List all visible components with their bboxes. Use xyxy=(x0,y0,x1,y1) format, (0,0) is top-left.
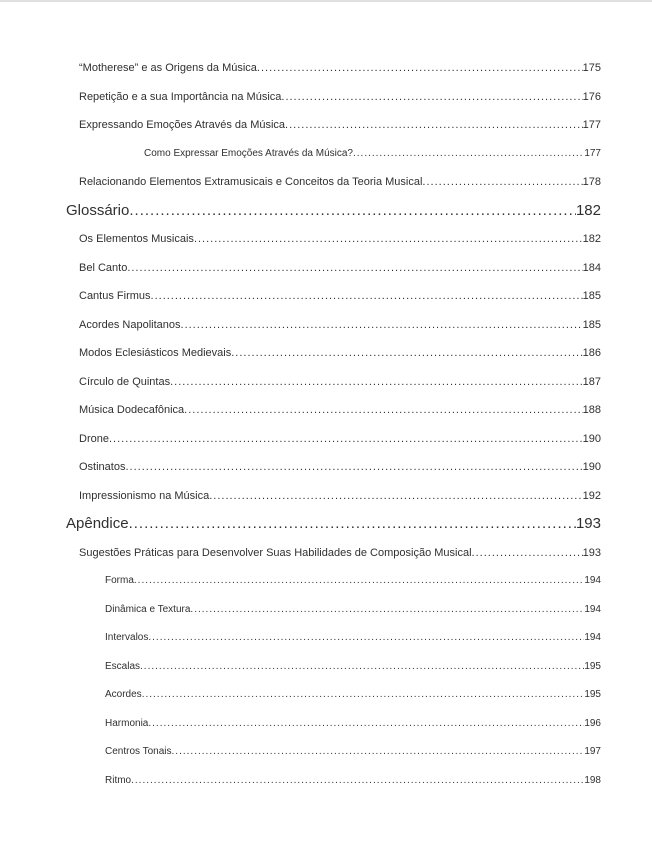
toc-entry[interactable] xyxy=(0,225,601,254)
toc-entry[interactable] xyxy=(0,140,601,169)
toc-dot-leader xyxy=(422,168,582,197)
toc-entry-label: Expressando Emoções Através da Música xyxy=(79,119,286,131)
toc-entry-page: 175 xyxy=(582,62,601,74)
toc-entry[interactable] xyxy=(0,311,601,340)
toc-entry-label: Cantus Firmus xyxy=(79,290,151,302)
toc-entry-page: 184 xyxy=(582,261,601,274)
toc-entry[interactable] xyxy=(0,653,601,682)
toc-entry-label: Música Dodecafônica xyxy=(79,404,185,416)
toc-entry[interactable] xyxy=(0,567,601,596)
toc-entry-label: Círculo de Quintas xyxy=(79,375,171,388)
toc-entry-label: Intervalos xyxy=(105,632,149,643)
toc-entry[interactable] xyxy=(0,282,601,311)
toc-dot-leader xyxy=(257,54,583,83)
toc-entry-label: Relacionando Elementos Extramusicais e Conceitos da Teoria Musical xyxy=(79,176,423,188)
toc-dot-leader xyxy=(172,738,585,767)
toc-dot-leader xyxy=(142,681,585,710)
toc-dot-leader xyxy=(231,339,582,368)
toc-entry-label: “Motherese” e as Origens da Música xyxy=(79,62,257,74)
toc-entry-page: 194 xyxy=(584,575,601,586)
toc-entry-page: 182 xyxy=(582,233,601,245)
toc-entry[interactable] xyxy=(0,368,601,397)
toc-entry-page: 187 xyxy=(582,375,601,388)
toc-entry-label: Impressionismo na Música xyxy=(79,489,210,502)
toc-entry-page: 182 xyxy=(575,201,601,219)
toc-entry[interactable] xyxy=(0,111,601,140)
toc-dot-leader xyxy=(134,567,584,596)
toc-entry-label: Drone xyxy=(79,432,109,445)
toc-dot-leader xyxy=(148,710,584,739)
toc-dot-leader xyxy=(129,197,576,226)
toc-entry[interactable] xyxy=(0,339,601,368)
toc-entry-page: 195 xyxy=(584,689,601,700)
toc-dot-leader xyxy=(209,482,582,511)
toc-entry-page: 186 xyxy=(582,347,601,359)
toc-entry-page: 194 xyxy=(584,603,601,615)
toc-entry-page: 193 xyxy=(575,515,601,532)
toc-entry-label: Harmonia xyxy=(105,717,149,729)
toc-dot-leader xyxy=(131,767,584,796)
toc-dot-leader xyxy=(129,510,576,539)
toc-dot-leader xyxy=(285,111,583,140)
toc-entry-label: Forma xyxy=(105,575,134,586)
toc-dot-leader xyxy=(184,396,582,425)
toc-entry-label: Como Expressar Emoções Através da Música? xyxy=(144,147,353,159)
toc-entry-label: Modos Eclesiásticos Medievais xyxy=(79,347,232,359)
toc-entry[interactable] xyxy=(0,254,601,283)
toc-dot-leader xyxy=(148,624,584,653)
toc-entry-label: Ostinatos xyxy=(79,461,126,473)
toc-entry-label: Centros Tonais xyxy=(105,746,172,757)
toc-dot-leader xyxy=(170,368,583,397)
toc-entry-label: Acordes xyxy=(105,689,142,700)
toc-entry[interactable] xyxy=(0,453,601,482)
toc-dot-leader xyxy=(127,254,582,283)
toc-entry-page: 195 xyxy=(584,660,601,672)
toc-entry[interactable] xyxy=(0,539,601,568)
toc-entry[interactable] xyxy=(0,681,601,710)
toc-dot-leader xyxy=(109,425,583,454)
toc-entry[interactable] xyxy=(0,510,601,539)
toc-entry[interactable] xyxy=(0,710,601,739)
toc-entry-label: Acordes Napolitanos xyxy=(79,318,181,331)
toc-dot-leader xyxy=(281,83,582,112)
toc-entry[interactable] xyxy=(0,738,601,767)
toc-entry[interactable] xyxy=(0,396,601,425)
toc-entry[interactable] xyxy=(0,596,601,625)
toc-entry[interactable] xyxy=(0,168,601,197)
toc-dot-leader xyxy=(181,311,583,340)
toc-dot-leader xyxy=(353,140,584,169)
toc-entry-label: Glossário xyxy=(66,201,130,219)
toc-entry-label: Ritmo xyxy=(105,774,132,786)
toc-entry-page: 194 xyxy=(584,632,601,643)
toc-entry-page: 178 xyxy=(582,176,601,188)
toc-entry-page: 192 xyxy=(582,489,601,502)
toc-entry[interactable] xyxy=(0,54,601,83)
toc-dot-leader xyxy=(140,653,584,682)
toc-entry-label: Os Elementos Musicais xyxy=(79,233,194,245)
toc-entry[interactable] xyxy=(0,197,601,226)
toc-entry-page: 177 xyxy=(584,147,601,159)
toc-dot-leader xyxy=(125,453,582,482)
toc-entry[interactable] xyxy=(0,767,601,796)
toc-entry-page: 190 xyxy=(582,461,601,473)
toc-entry[interactable] xyxy=(0,425,601,454)
toc-entry-page: 197 xyxy=(584,746,601,757)
toc-dot-leader xyxy=(472,539,583,568)
toc-dot-leader xyxy=(194,225,583,254)
toc-entry-page: 196 xyxy=(584,717,601,729)
toc-entry-page: 177 xyxy=(582,119,601,131)
toc-dot-leader xyxy=(151,282,583,311)
toc-entry-label: Bel Canto xyxy=(79,261,128,274)
toc-entry-page: 198 xyxy=(584,774,601,786)
toc-entry-label: Sugestões Práticas para Desenvolver Suas Habilidades de Composição Musical xyxy=(79,546,472,559)
toc-entry-page: 185 xyxy=(582,290,601,302)
toc-entry-page: 176 xyxy=(582,90,601,103)
toc-entry-page: 190 xyxy=(582,432,601,445)
toc-entry-label: Repetição e a sua Importância na Música xyxy=(79,90,282,103)
toc-entry-label: Dinâmica e Textura xyxy=(105,603,191,615)
toc-entry[interactable] xyxy=(0,482,601,511)
toc-dot-leader xyxy=(190,596,584,625)
toc-entry-page: 188 xyxy=(582,404,601,416)
toc-entry[interactable] xyxy=(0,624,601,653)
toc-entry-page: 185 xyxy=(582,318,601,331)
table-of-contents xyxy=(0,2,652,795)
toc-entry-label: Apêndice xyxy=(66,515,129,532)
toc-entry-label: Escalas xyxy=(105,660,141,672)
toc-entry[interactable] xyxy=(0,83,601,112)
toc-entry-page: 193 xyxy=(582,546,601,559)
